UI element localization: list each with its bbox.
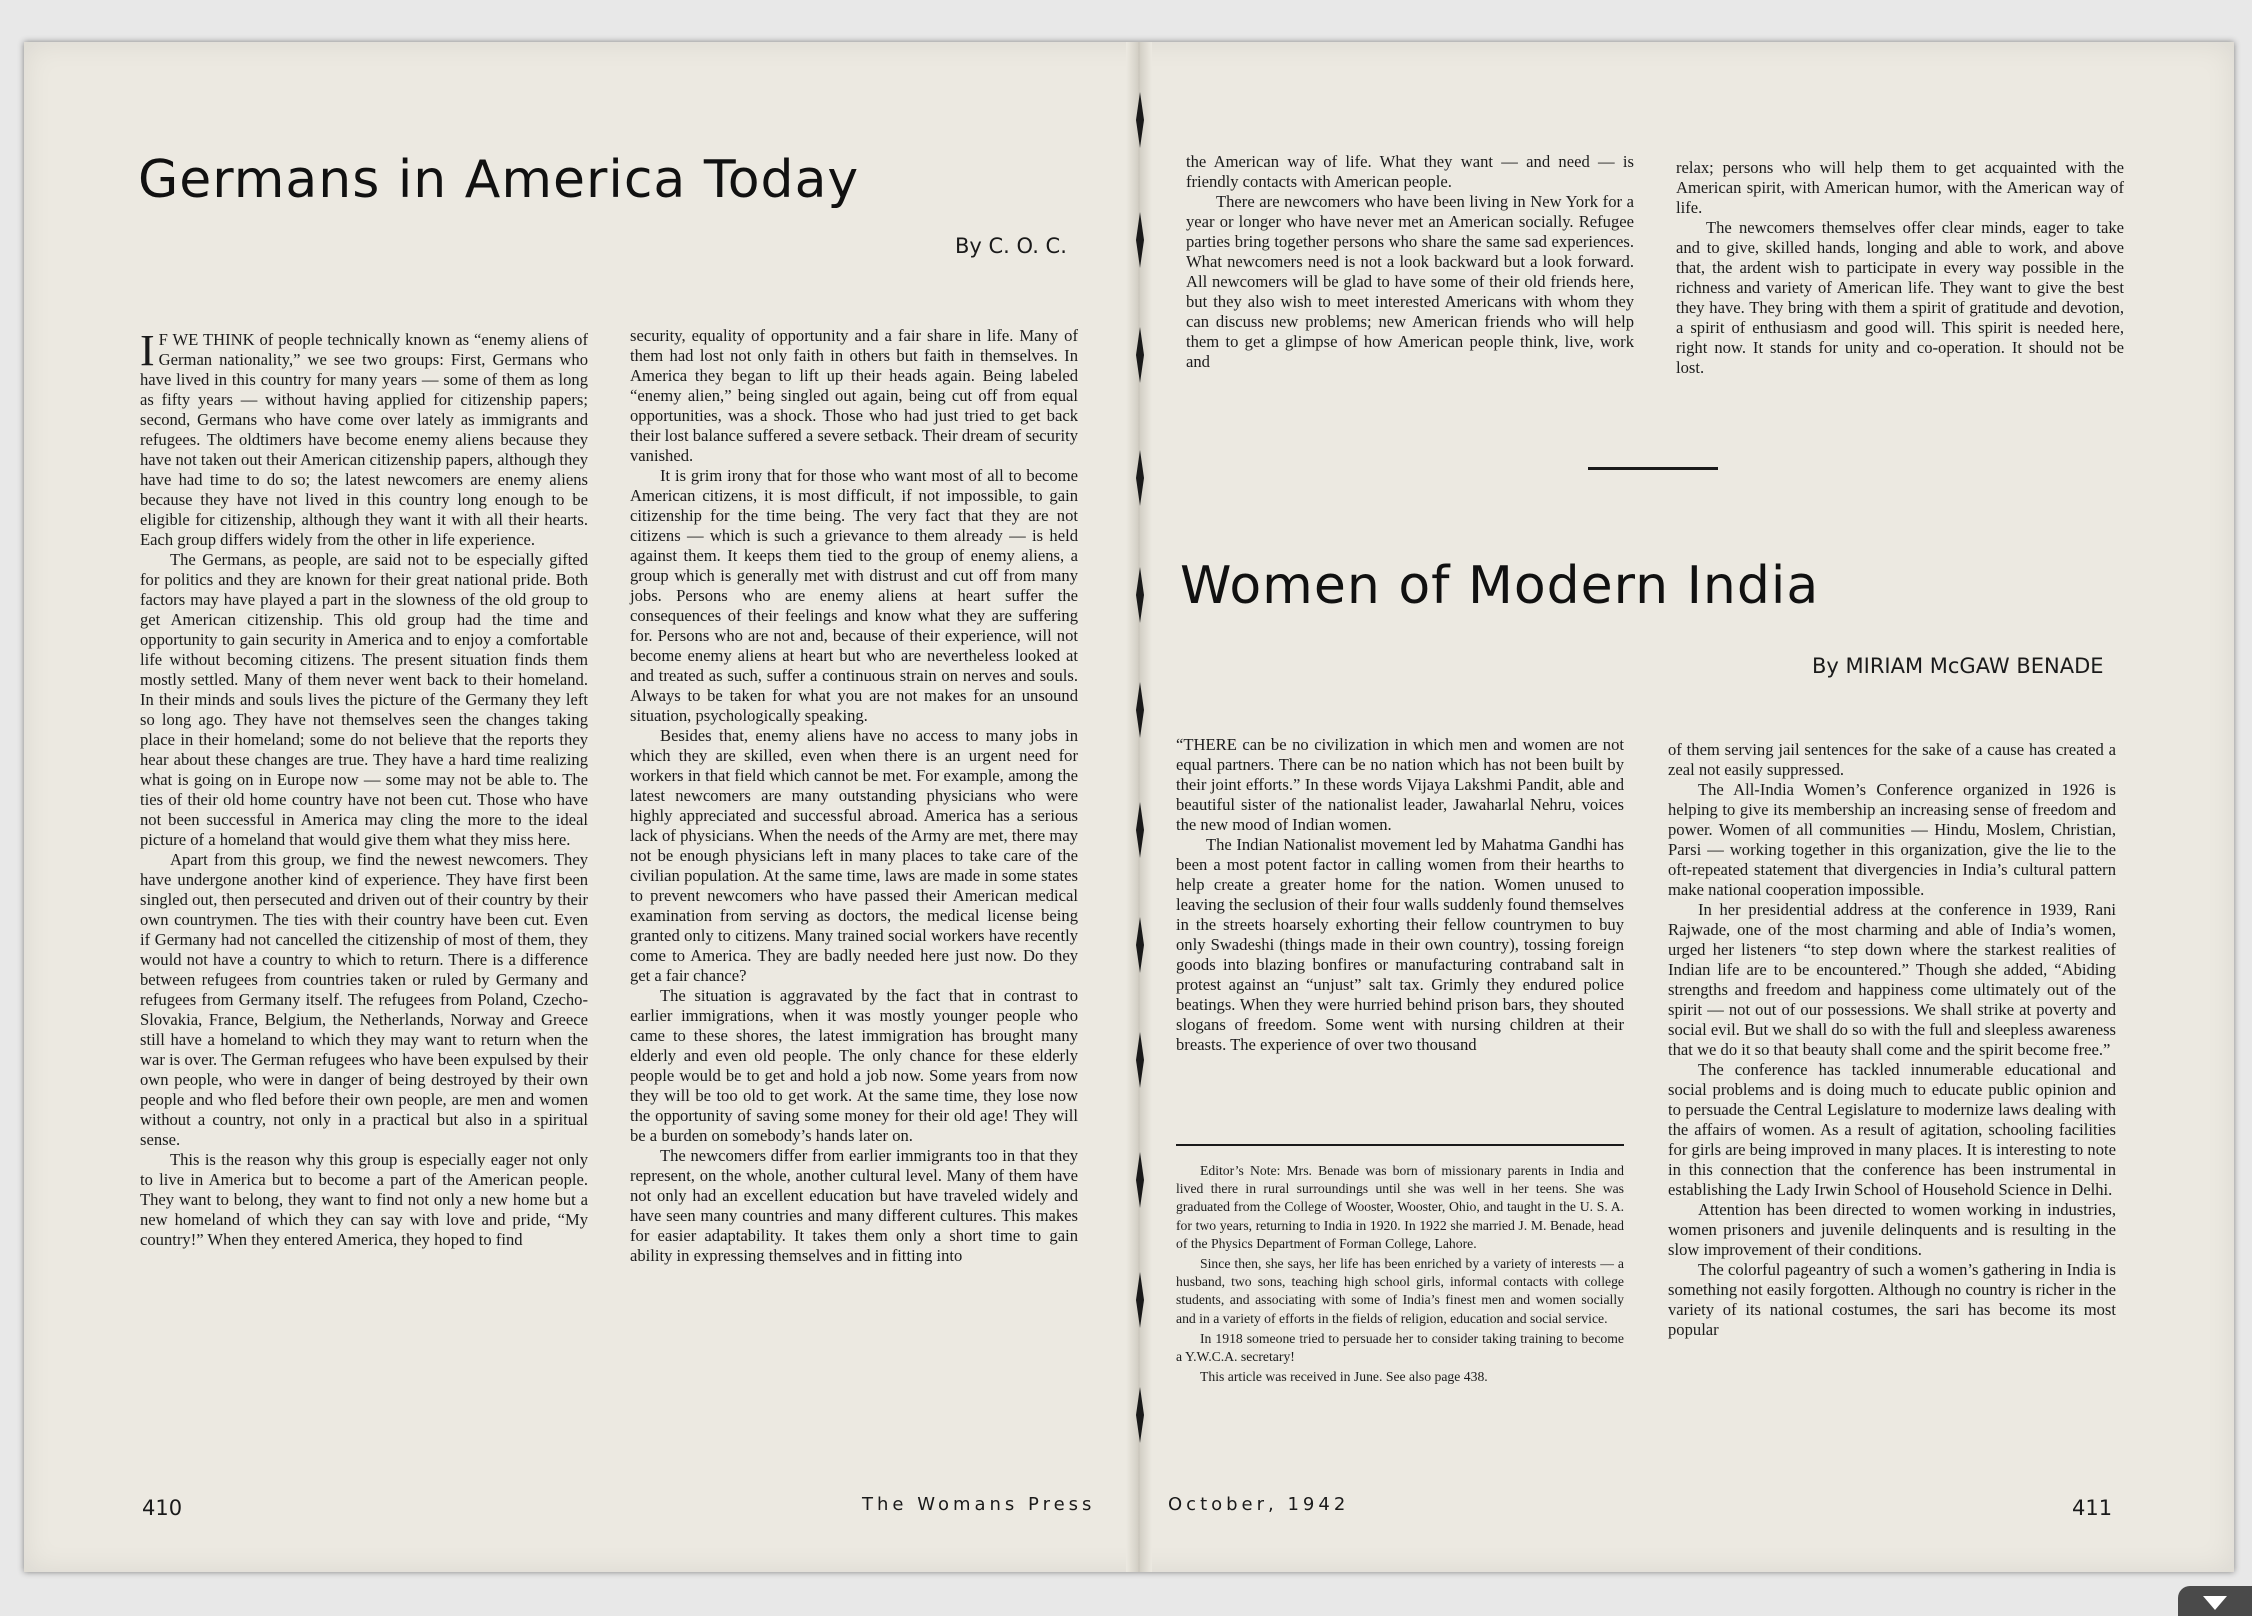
- paragraph: The Indian Nationalist movement led by Mahatma Gandhi has been a most potent factor in calling women from their hearths to help create a greater home for the nation. Women unused to leaving the seclusion of their four walls suddenly found themselves in the streets hoarsely exhorting their fellow countrymen to buy only Swadeshi (things made in their own country), tossing foreign goods into blazing bonfires or manufacturing contraband salt in protest against an “unjust” salt tax. Grimly they endured police beatings. When they were hurried behind prison bars, they shouted slogans of freedom. Some went with nursing children at their breasts. The experience of over two thousand: [1176, 835, 1624, 1054]
- paragraph: IF WE THINK of people technically known as “enemy aliens of German nationality,” we see two groups: First, Germans who have lived in this country for many years — some of them as long as fifty years — without having applied for citizenship papers; second, Germans who have come over lately as immigrants and refugees. The oldtimers have become enemy aliens because they have not taken out their American citizenship papers, although they have had time to do so; the latest newcomers are enemy aliens because they have not lived in this country long enough to be eligible for citizenship, although they want it with all their hearts. Each group differs widely from the other in life experience.: [140, 326, 588, 549]
- paragraph: security, equality of opportunity and a fair share in life. Many of them had lost not only faith in others but faith in themselves. In America they began to lift up their heads again. Being labeled “enemy alien,” being singled out again, being cut off from equal opportunities, was a shock. Those who had just tried to get back their lost balance suffered a severe setback. Their dream of security vanished.: [630, 326, 1078, 465]
- note-divider: [1176, 1144, 1624, 1146]
- running-footer-left: The Womans Press: [862, 1494, 1096, 1515]
- paragraph: Attention has been directed to women working in industries, women prisoners and juvenile delinquents and is resulting in the slow improvement of their conditions.: [1668, 1200, 2116, 1259]
- paragraph: The All-India Women’s Conference organized in 1926 is helping to give its membership an increasing sense of freedom and power. Women of all communities — Hindu, Moslem, Christian, Parsi — working together in this organization, give the lie to the oft-repeated statement that divergencies in India’s cultural pattern make national cooperation impossible.: [1668, 780, 2116, 899]
- right-column-4: [1668, 740, 2116, 1340]
- paragraph: Apart from this group, we find the newest newcomers. They have undergone another kind of experience. They have first been singled out, then persecuted and driven out of their country by their own countrymen. The ties with their country have been cut. Even if Germany had not cancelled the citizenship of most of them, they would not have a country to which to return. There is a difference between refugees from countries taken or ruled by Germany and refugees from Germany itself. The refugees from Poland, Czecho-Slovakia, France, Belgium, the Netherlands, Norway and Greece still have a homeland to which they may want to return when the war is over. The German refugees who have been expulsed by their own people, who were in danger of being destroyed by their own people and who fled before their own people, are men and women without a country, not only in a practical but also in a spiritual sense.: [140, 850, 588, 1149]
- paragraph: The situation is aggravated by the fact that in contrast to earlier immigrations, when it was mostly younger people who came to these shores, the latest immigration has brought many elderly and even old people. The only chance for these elderly people would be to get and hold a job now. Some years from now they will be too old to get work. At the same time, they lose now the opportunity of saving some money for their old age! They will be a burden on somebody’s hands later on.: [630, 986, 1078, 1145]
- page-number-left: 410: [142, 1496, 183, 1520]
- paragraph: This is the reason why this group is especially eager not only to live in America but to become a part of the American people. They want to belong, they want to find not only a new home but a new homeland of which they can say with love and pride, “My country!” When they entered America, they hoped to find: [140, 1150, 588, 1249]
- right-column-b: [1676, 158, 2124, 378]
- byline-benade: By MIRIAM McGAW BENADE: [1812, 654, 2104, 678]
- note-paragraph: Editor’s Note: Mrs. Benade was born of missionary parents in India and lived there in rural surroundings until she was well in her teens. She was graduated from the College of Wooster, Wooster, Ohio, and taught in the U. S. A. for two years, returning to India in 1920. In 1922 she married J. M. Benade, head of the Physics Department of Forman College, Lahore.: [1176, 1163, 1624, 1251]
- paragraph: of them serving jail sentences for the sake of a cause has created a zeal not easily suppressed.: [1668, 740, 2116, 779]
- page-number-right: 411: [2072, 1496, 2113, 1520]
- scroll-down-icon[interactable]: [2178, 1586, 2252, 1616]
- paragraph: The newcomers differ from earlier immigrants too in that they represent, on the whole, another cultural level. Many of them have not only had an excellent education but have traveled widely and have seen many countries and many different cultures. This makes for easier adaptability. It takes them only a short time to gain ability in expressing themselves and in fitting into: [630, 1146, 1078, 1265]
- right-column-a: [1186, 152, 1634, 372]
- paragraph: relax; persons who will help them to get acquainted with the American spirit, with American humor, with the American way of life.: [1676, 158, 2124, 217]
- note-paragraph: In 1918 someone tried to persuade her to consider taking training to become a Y.W.C.A. secretary!: [1176, 1330, 1624, 1365]
- paragraph: There are newcomers who have been living in New York for a year or longer who have never met an American socially. Refugee parties bring together persons who share the same sad experiences. What newcomers need is not a look backward but a look forward. All newcomers will be glad to have some of their old friends here, but they also wish to meet interested Americans with whom they can discuss new problems; new American friends who will help them to get a glimpse of how American people think, live, work and: [1186, 192, 1634, 371]
- paragraph: The conference has tackled innumerable educational and social problems and is doing much to educate public opinion and to persuade the Central Legislature to modernize laws dealing with the affairs of women. As a result of agitation, schooling facilities for girls are being improved in many places. It is interesting to note in this connection that the conference has been instrumental in establishing the Lady Irwin School of Household Science in Delhi.: [1668, 1060, 2116, 1199]
- page-gutter: [1126, 42, 1152, 1572]
- byline-coc: By C. O. C.: [955, 234, 1067, 258]
- left-column-2: [630, 326, 1078, 1266]
- article-title-women: Women of Modern India: [1180, 556, 1820, 616]
- editors-note: [1176, 1162, 1624, 1388]
- note-paragraph: Since then, she says, her life has been enriched by a variety of interests — a husband, two sons, teaching high school girls, informal contacts with college students, and associating with some of India’s finest men and women socially and in a variety of efforts in the fields of religion, education and social service.: [1176, 1256, 1624, 1326]
- note-paragraph: This article was received in June. See also page 438.: [1200, 1369, 1488, 1385]
- paragraph: It is grim irony that for those who want most of all to become American citizens, it is most difficult, if not impossible, to gain citizenship for the time being. The very fact that they are not citizens — which is such a grievance to them already — is held against them. It keeps them tied to the group of enemy aliens, a group which is generally met with distrust and cut off from many jobs. Persons who are enemy aliens at heart suffer the consequences of their feelings and know what they are suffering for. Persons who are not and, because of their experience, will not become enemy aliens at heart but who are nevertheless looked at and treated as such, suffer a continuous strain on nerves and souls. Always to be taken for what you are not makes for an unsound situation, psychologically speaking.: [630, 466, 1078, 725]
- paragraph: The colorful pageantry of such a women’s gathering in India is something not easily forgotten. Although no country is richer in the variety of its national costumes, the sari has become its most popular: [1668, 1260, 2116, 1339]
- running-footer-right: October, 1942: [1168, 1494, 1350, 1515]
- right-column-3: [1176, 735, 1624, 1055]
- section-divider: [1588, 467, 1718, 470]
- paragraph: “THERE can be no civilization in which men and women are not equal partners. There can be no nation which has not been built by their joint efforts.” In these words Vijaya Lakshmi Pandit, able and beautiful sister of the nationalist leader, Jawaharlal Nehru, voices the new mood of Indian women.: [1176, 735, 1624, 834]
- paragraph: The newcomers themselves offer clear minds, eager to take and to give, skilled hands, longing and able to work, and above that, the ardent wish to participate in every way possible in the richness and variety of American life. They want to give the best they have. They bring with them a spirit of gratitude and devotion, a spirit of enthusiasm and good will. This spirit is needed here, right now. It stands for unity and co-operation. It should not be lost.: [1676, 218, 2124, 377]
- paragraph: In her presidential address at the conference in 1939, Rani Rajwade, one of the most charming and able of India’s women, urged her listeners “to step down where the starkest realities of Indian life are to be encountered.” Though she added, “Abiding strengths and freedom and happiness come ultimately out of the spirit — not out of our possessions. We shall strike at poverty and social evil. But we shall do so with the full and sleepless awareness that we do it so that beauty shall come and the spirit become free.”: [1668, 900, 2116, 1059]
- paragraph: the American way of life. What they want — and need — is friendly contacts with American people.: [1186, 152, 1634, 191]
- paragraph: Besides that, enemy aliens have no access to many jobs in which they are skilled, even when there is an urgent need for workers in that field which cannot be met. For example, among the latest newcomers are many outstanding physicians who were highly appreciated and successful abroad. America has a serious lack of physicians. When the needs of the Army are met, there may not be enough physicians left in many places to take care of the civilian population. At the same time, laws are made in some states to prevent newcomers who have passed their American medical examination from serving as doctors, the medical license being granted only to citizens. Many trained social workers have recently come to America. They are badly needed here just now. Do they get a fair chance?: [630, 726, 1078, 985]
- left-column-1: [140, 326, 588, 1250]
- article-title-germans: Germans in America Today: [138, 150, 860, 210]
- paragraph: The Germans, as people, are said not to be especially gifted for politics and they are known for their great national pride. Both factors may have played a part in the slowness of the old group to get American citizenship. This old group had the time and opportunity to gain security in America and to enjoy a comfortable life without becoming citizens. The present situation finds them mostly settled. Many of them never went back to their homeland. In their minds and souls lives the picture of the Germany they left so long ago. They have not themselves seen the changes taking place in their homeland; some do not believe that the reports they hear about these changes are true. They have a hard time realizing what is going on in Europe now — some may not be able to. The ties of their old home country have not been cut. Those who have not been successful in America may cling the more to the ideal picture of a homeland that would give them what they miss here.: [140, 550, 588, 849]
